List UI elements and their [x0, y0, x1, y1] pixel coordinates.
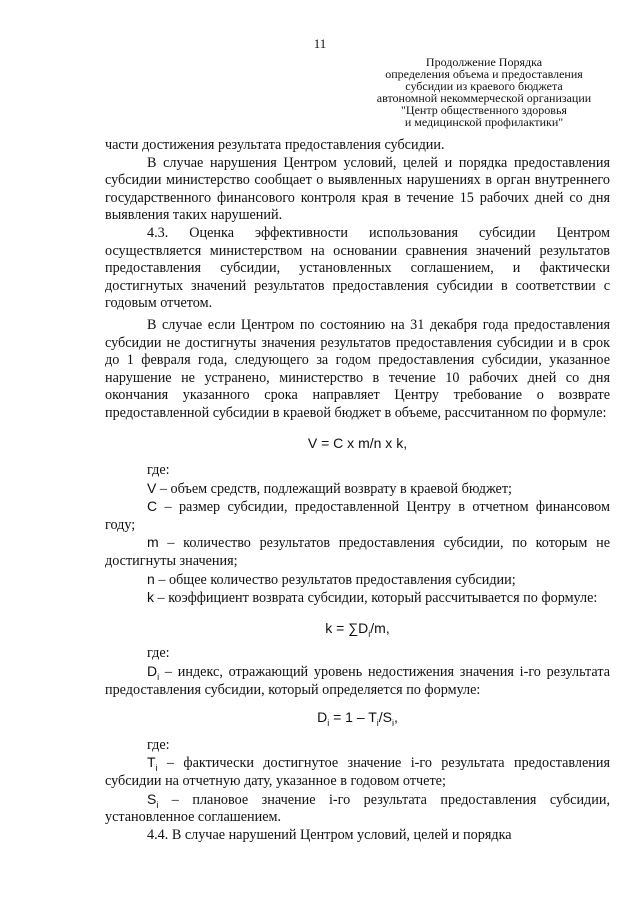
section-number: 4.3.: [147, 224, 169, 241]
header-line-5: "Центр общественного здоровья: [401, 103, 567, 117]
definition-n: [105, 571, 610, 590]
paragraph-text: Оценка эффективности использования субсидии Центром осуществляется министерством на основании сравнения значений результатов предоставления субсидии, установленных соглашением, и фактически достигнутых значений результатов предоставления субсидии в соответствии с годовым отчетом.: [105, 224, 610, 312]
paragraph-4-4: [105, 827, 610, 845]
where-label: где:: [147, 736, 170, 753]
definition-text: – количество результатов предоставления субсидии, по которым не достигнуты значения;: [105, 535, 610, 570]
symbol-k: k: [147, 589, 154, 606]
symbol-s: $S_i$: [147, 790, 159, 810]
definition-text: – объем средств, подлежащий возврату в краевой бюджет;: [156, 480, 512, 497]
page-number: 11: [313, 36, 327, 51]
paragraph-text: В случае нарушений Центром условий, целей и порядка: [171, 826, 512, 843]
document-body: [105, 137, 610, 844]
formula-v: V = C x m/n x k,: [307, 434, 408, 451]
definition-v: [105, 480, 610, 499]
symbol-m: m: [147, 534, 159, 551]
paragraph-violation-notice: В случае нарушения Центром условий, целей и порядка предоставления субсидии министерство сообщает о выявленных нарушениях в орган внутреннего государственного финансового контроля края в течение 15 рабочих дней со дня выявления таких нарушений.: [105, 154, 610, 224]
definition-text: – общее количество результатов предоставления субсидии;: [154, 571, 516, 588]
header-line-2: определения объема и предоставления: [385, 67, 583, 81]
where-label: где:: [147, 462, 170, 479]
definition-text: – плановое значение i-го результата предоставления субсидии, установленное соглашением.: [105, 791, 610, 826]
definition-text: – фактически достигнутое значение i-го результата предоставления субсидии на отчетную дату, указанное в годовом отчете;: [105, 755, 610, 789]
definition-text: – размер субсидии, предоставленной Центру в отчетном финансовом году;: [105, 499, 610, 533]
formula-d: $D_i = 1 - T_i/S_i$,: [317, 709, 398, 729]
where-label: где:: [147, 645, 170, 662]
header-line-1: Продолжение Порядка: [425, 55, 543, 69]
header-line-4: автономной некоммерческой организации: [376, 91, 592, 105]
document-header: [368, 56, 600, 128]
definition-c: [105, 498, 610, 534]
definition-t: [105, 754, 610, 790]
paragraph-return-requirement: В случае если Центром по состоянию на 31 декабря года предоставления субсидии не достигнуты значения результатов предоставления субсидии и в срок до 1 февраля года, следующего за годом предоставления субсидии, указанное нарушение не устранено, министерство в течение 10 рабочих дней со дня окончания указанного срока направляет Центру требование о возврате предоставленной субсидии в краевой бюджет в объеме, рассчитанном по формуле:: [105, 316, 610, 421]
symbol-n: n: [147, 570, 155, 587]
definition-m: [105, 534, 610, 570]
symbol-d: $D_i$: [147, 663, 160, 682]
definition-k: [105, 589, 610, 608]
paragraph-4-3: [105, 225, 610, 313]
paragraph-continuation: части достижения результата предоставления субсидии.: [105, 137, 445, 153]
definition-d: [105, 663, 610, 699]
header-line-6: и медицинской профилактики": [404, 115, 564, 129]
definition-text: – коэффициент возврата субсидии, который рассчитывается по формуле:: [154, 590, 598, 607]
symbol-v: V: [147, 479, 157, 496]
formula-k: $k = \sum D_i/m$,: [325, 619, 390, 639]
definition-s: [105, 791, 610, 827]
symbol-t: $T_i$: [147, 754, 158, 774]
section-number: 4.4.: [147, 826, 169, 843]
symbol-c: C: [147, 498, 158, 515]
definition-text: – индекс, отражающий уровень недостижения значения i-го результата предоставления субсидии, который определяется по формуле:: [105, 664, 610, 698]
header-line-3: субсидии из краевого бюджета: [405, 79, 563, 93]
